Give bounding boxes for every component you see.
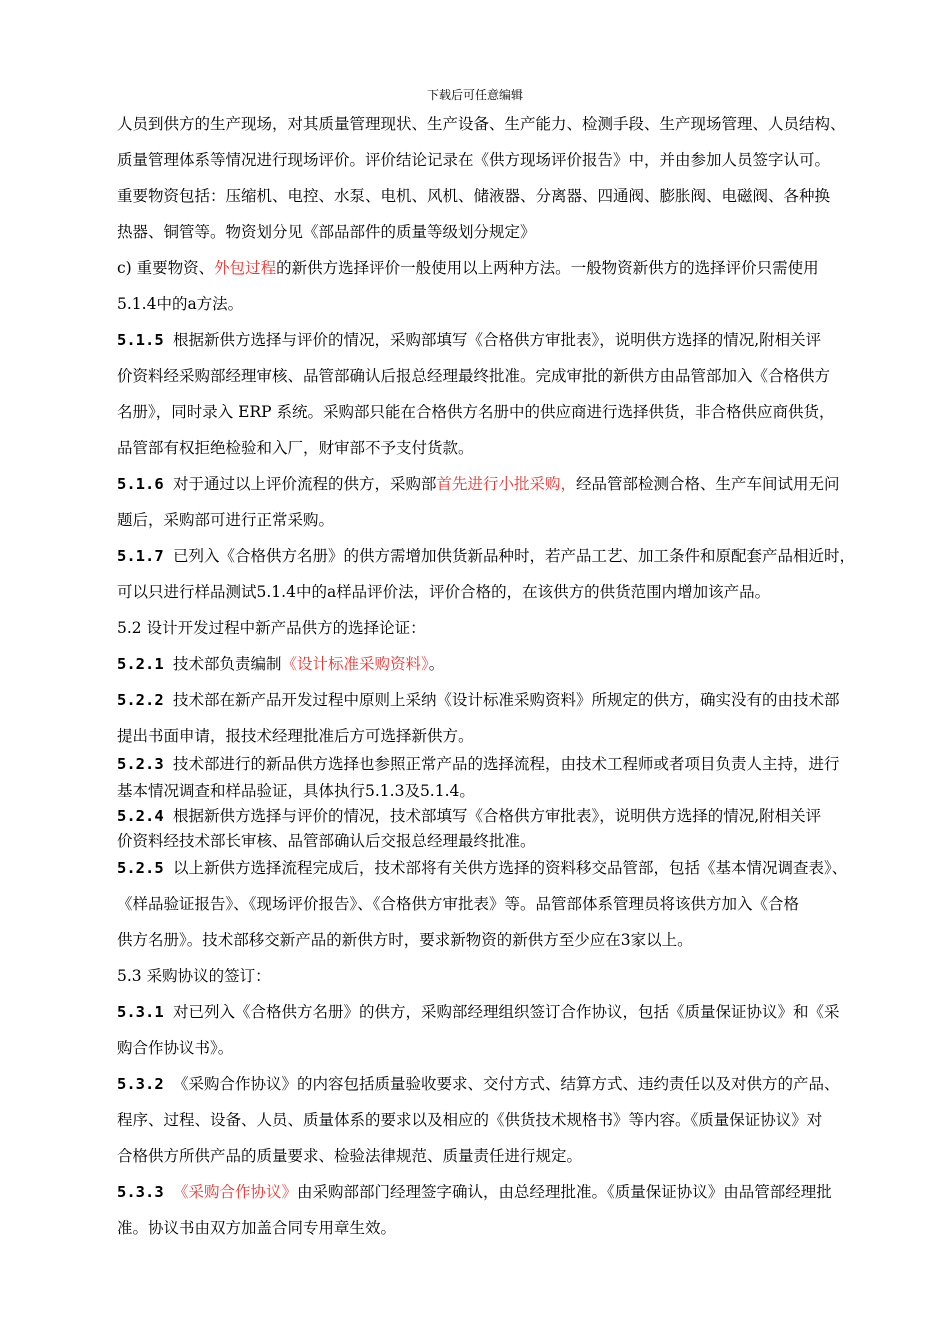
text-run: 。 [428, 655, 445, 673]
section-number: 5.2.4 [117, 807, 173, 825]
highlighted-text: 首先进行小批采购， [436, 475, 577, 493]
text-line [117, 754, 917, 774]
text-line [117, 222, 917, 242]
text-line [117, 402, 917, 422]
text-run: 《样品验证报告》、《现场评价报告》、《合格供方审批表》等。品管部体系管理员将该供方加入《合格 [117, 895, 800, 913]
section-number: 5.3.1 [117, 1003, 173, 1021]
text-run: 技术部进行的新品供方选择也参照正常产品的选择流程，由技术工程师或者项目负责人主持，进行 [173, 755, 840, 773]
text-line [117, 831, 917, 851]
text-run: 程序、过程、设备、人员、质量体系的要求以及相应的《供货技术规格书》等内容。《质量保证协议》对 [117, 1111, 823, 1129]
highlighted-text: 《设计标准采购资料》 [281, 655, 429, 673]
text-run: 经品管部检测合格、生产车间试用无问 [576, 475, 840, 493]
text-run: 由采购部部门经理签字确认，由总经理批准。《质量保证协议》由品管部经理批 [297, 1183, 832, 1201]
text-run: 名册》，同时录入 ERP 系统。采购部只能在合格供方名册中的供应商进行选择供货，非合格供应商供货， [117, 403, 835, 421]
text-run: 的新供方选择评价一般使用以上两种方法。一般物资新供方的选择评价只需使用 [276, 259, 819, 277]
text-run: 价资料经技术部长审核、品管部确认后交报总经理最终批准。 [117, 832, 536, 850]
text-line [117, 330, 917, 350]
highlighted-text: 《采购合作协议》 [173, 1183, 298, 1201]
text-line [117, 966, 917, 986]
text-run: 以上新供方选择流程完成后，技术部将有关供方选择的资料移交品管部，包括《基本情况调查表》、 [173, 859, 848, 877]
page-header: 下载后可任意编辑 [426, 88, 523, 102]
text-line [117, 894, 917, 914]
text-run: 可以只进行样品测试5.1.4中的a样品评价法，评价合格的，在该供方的供货范围内增加该产品。 [117, 583, 771, 601]
text-run: 重要物资包括：压缩机、电控、水泵、电机、风机、储液器、分离器、四通阀、膨胀阀、电磁阀、各种换 [117, 187, 831, 205]
text-line [117, 474, 917, 494]
text-line [117, 114, 917, 134]
text-run: c) 重要物资、 [117, 259, 215, 277]
text-run: 5.3 采购协议的签订： [117, 967, 271, 985]
text-line [117, 654, 917, 674]
text-line [117, 726, 917, 746]
section-number: 5.1.6 [117, 475, 173, 493]
text-run: 基本情况调查和样品验证，具体执行5.1.3及5.1.4。 [117, 782, 475, 800]
text-line [117, 258, 917, 278]
text-run: 题后，采购部可进行正常采购。 [117, 511, 335, 529]
section-number: 5.2.2 [117, 691, 173, 709]
text-line [117, 186, 917, 206]
text-line [117, 438, 917, 458]
text-line [117, 366, 917, 386]
highlighted-text: 外包过程 [214, 259, 277, 277]
text-line [117, 510, 917, 530]
section-number: 5.2.1 [117, 655, 173, 673]
text-line [117, 690, 917, 710]
text-line [117, 858, 917, 878]
text-run: 价资料经采购部经理审核、品管部确认后报总经理最终批准。完成审批的新供方由品管部加入《合格供方 [117, 367, 831, 385]
text-run: 品管部有权拒绝检验和入厂，财审部不予支付货款。 [117, 439, 474, 457]
text-run: 技术部负责编制 [173, 655, 282, 673]
text-run: 已列入《合格供方名册》的供方需增加供货新品种时，若产品工艺、加工条件和原配套产品相近时， [173, 547, 856, 565]
text-line [117, 582, 917, 602]
text-run: 准。协议书由双方加盖合同专用章生效。 [117, 1219, 397, 1237]
text-run: 对已列入《合格供方名册》的供方，采购部经理组织签订合作协议，包括《质量保证协议》和《采 [173, 1003, 840, 1021]
text-line [117, 1038, 917, 1058]
text-run: 对于通过以上评价流程的供方，采购部 [173, 475, 437, 493]
text-run: 根据新供方选择与评价的情况，技术部填写《合格供方审批表》，说明供方选择的情况,附相关评 [173, 807, 822, 825]
text-line [117, 294, 917, 314]
text-line [117, 930, 917, 950]
text-run: 提出书面申请，报技术经理批准后方可选择新供方。 [117, 727, 474, 745]
text-line [117, 806, 917, 826]
text-line [117, 1218, 917, 1238]
text-line [117, 1110, 917, 1130]
text-run: 质量管理体系等情况进行现场评价。评价结论记录在《供方现场评价报告》中，并由参加人员签字认可。 [117, 151, 831, 169]
text-run: 合格供方所供产品的质量要求、检验法律规范、质量责任进行规定。 [117, 1147, 583, 1165]
text-line [117, 1146, 917, 1166]
text-run: 《采购合作协议》的内容包括质量验收要求、交付方式、结算方式、违约责任以及对供方的产品、 [173, 1075, 840, 1093]
text-line [117, 1002, 917, 1022]
text-run: 根据新供方选择与评价的情况，采购部填写《合格供方审批表》，说明供方选择的情况,附相关评 [173, 331, 822, 349]
text-line [117, 1074, 917, 1094]
text-line [117, 1182, 917, 1202]
section-number: 5.1.5 [117, 331, 173, 349]
section-number: 5.2.3 [117, 755, 173, 773]
text-run: 购合作协议书》。 [117, 1039, 234, 1057]
text-run: 5.2 设计开发过程中新产品供方的选择论证： [117, 619, 426, 637]
section-number: 5.3.3 [117, 1183, 173, 1201]
text-line [117, 781, 917, 801]
section-number: 5.3.2 [117, 1075, 173, 1093]
text-line [117, 150, 917, 170]
text-run: 热器、铜管等。物资划分见《部品部件的质量等级划分规定》 [117, 223, 536, 241]
text-run: 技术部在新产品开发过程中原则上采纳《设计标准采购资料》所规定的供方，确实没有的由技术部 [173, 691, 840, 709]
text-run: 5.1.4中的a方法。 [117, 295, 244, 313]
text-line [117, 618, 917, 638]
text-run: 人员到供方的生产现场，对其质量管理现状、生产设备、生产能力、检测手段、生产现场管理、人员结构、 [117, 115, 846, 133]
text-run: 供方名册》。技术部移交新产品的新供方时，要求新物资的新供方至少应在3家以上。 [117, 931, 693, 949]
text-line [117, 546, 917, 566]
section-number: 5.2.5 [117, 859, 173, 877]
section-number: 5.1.7 [117, 547, 173, 565]
